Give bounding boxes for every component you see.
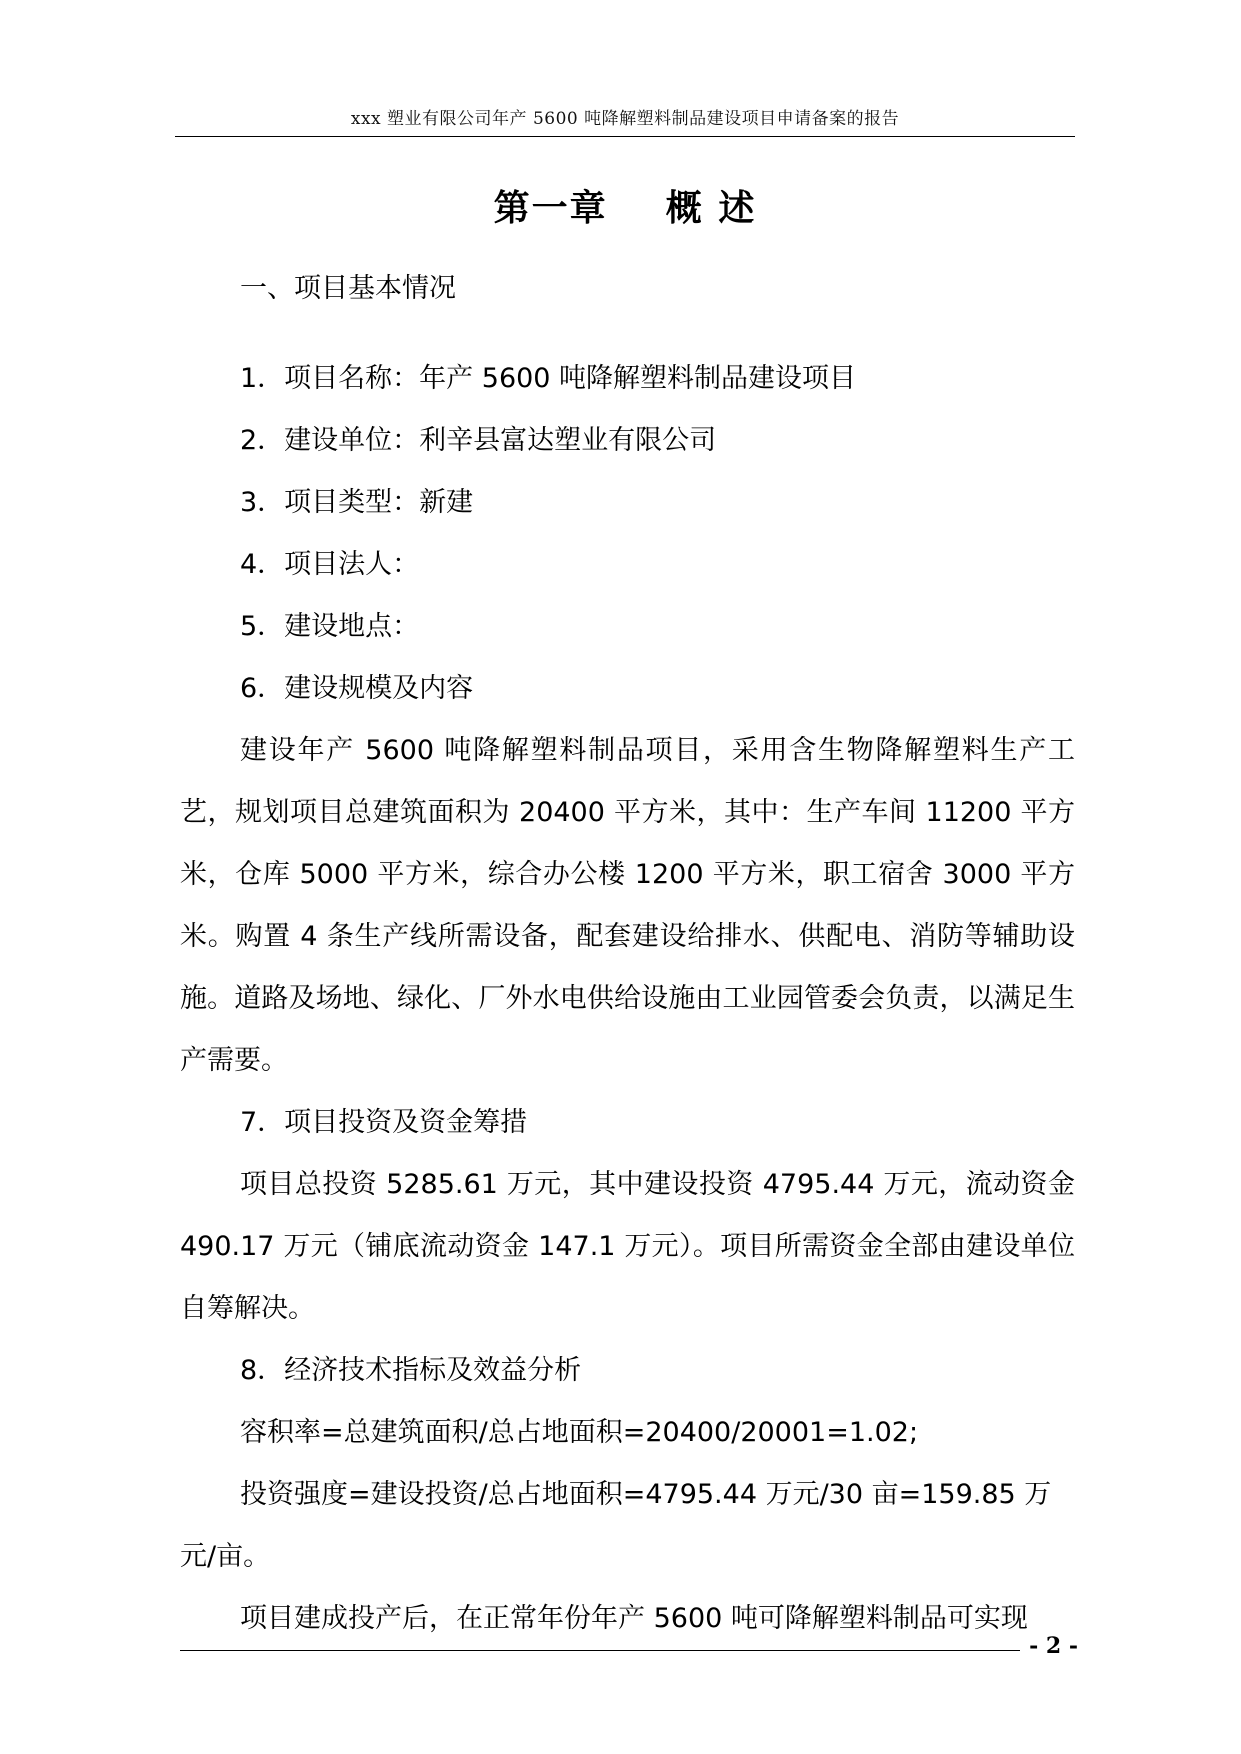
investment-intensity-formula: 投资强度=建设投资/总占地面积=4795.44 万元/30 亩=159.85 万元/亩。 bbox=[180, 1479, 1052, 1572]
closing-line: 项目建成投产后，在正常年份年产 5600 吨可降解塑料制品可实现 bbox=[240, 1603, 1028, 1634]
investment-heading: 7．项目投资及资金筹措 bbox=[240, 1107, 528, 1138]
section-heading: 一、项目基本情况 bbox=[240, 273, 456, 304]
footer-divider bbox=[180, 1650, 1020, 1651]
economic-heading: 8．经济技术指标及效益分析 bbox=[240, 1355, 582, 1386]
running-header: xxx 塑业有限公司年产 5600 吨降解塑料制品建设项目申请备案的报告 bbox=[350, 109, 900, 129]
header-divider bbox=[175, 136, 1075, 137]
item-legal-person: 4．项目法人： bbox=[240, 549, 420, 580]
plot-ratio-formula: 容积率=总建筑面积/总占地面积=20400/20001=1.02; bbox=[240, 1417, 919, 1448]
investment-paragraph: 项目总投资 5285.61 万元，其中建设投资 4795.44 万元，流动资金 490.17 万元（铺底流动资金 147.1 万元）。项目所需资金全部由建设单位自筹解决。 bbox=[180, 1169, 1075, 1324]
item-builder: 2．建设单位：利辛县富达塑业有限公司 bbox=[240, 425, 717, 456]
scale-paragraph: 建设年产 5600 吨降解塑料制品项目，采用含生物降解塑料生产工艺，规划项目总建筑面积为 20400 平方米，其中：生产车间 11200 平方米，仓库 5000 平方米，综合办公楼 1200 平方米，职工宿舍 3000 平方米。购置 4 条生产线所需设备，配套建设给排水、供配电、消防等辅助设施。道路及场地、绿化、厂外水电供给设施由工业园管委会负责，以满足生产需要。 bbox=[180, 735, 1075, 1076]
item-project-name: 1．项目名称：年产 5600 吨降解塑料制品建设项目 bbox=[240, 363, 857, 394]
item-project-type: 3．项目类型：新建 bbox=[240, 487, 474, 518]
document-body bbox=[180, 258, 1075, 1650]
page-number: - 2 - bbox=[1029, 1633, 1078, 1659]
item-location: 5．建设地点： bbox=[240, 611, 420, 642]
item-scale-heading: 6．建设规模及内容 bbox=[240, 673, 474, 704]
chapter-title: 第一章 概 述 bbox=[493, 187, 757, 229]
